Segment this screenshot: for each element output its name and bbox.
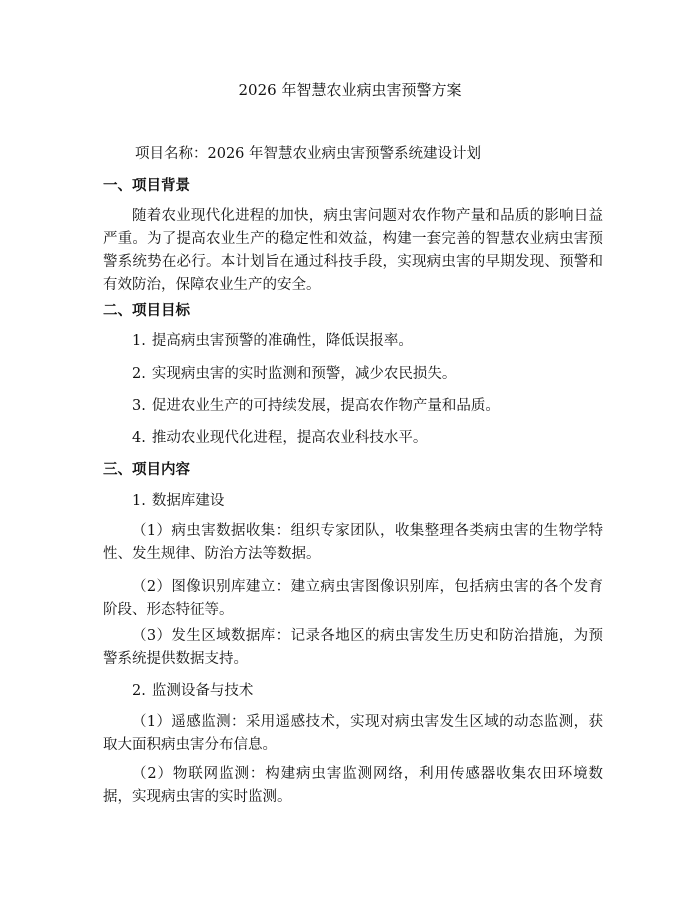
goal-number: 3. <box>132 398 146 414</box>
goal-text: 推动农业现代化进程，提高农业科技水平。 <box>151 430 428 446</box>
background-paragraph: 随着农业现代化进程的加快，病虫害问题对农作物产量和品质的影响日益严重。为了提高农业生产的稳定性和效益，构建一套完善的智慧农业病虫害预警系统势在必行。本计划旨在通过科技手段，实现病虫害的早期发现、预警和有效防治，保障农业生产的安全。 <box>103 208 603 293</box>
goal-text: 实现病虫害的实时监测和预警，减少农民损失。 <box>151 366 457 382</box>
database-item: （1）病虫害数据收集：组织专家团队，收集整理各类病虫害的生物学特性、发生规律、防治方法等数据。 <box>103 523 603 562</box>
section-heading-content: 三、项目内容 <box>103 462 190 478</box>
subsection-number: 1. <box>132 493 146 509</box>
goal-item <box>132 428 427 448</box>
section-heading-goals: 二、项目目标 <box>103 303 190 319</box>
goal-item <box>132 364 456 384</box>
subsection-title: 监测设备与技术 <box>151 683 254 699</box>
monitoring-item: （1）遥感监测：采用遥感技术，实现对病虫害发生区域的动态监测，获取大面积病虫害分布信息。 <box>103 714 603 753</box>
database-item: （2）图像识别库建立：建立病虫害图像识别库，包括病虫害的各个发育阶段、形态特征等。 <box>103 579 603 618</box>
goal-item <box>132 331 413 351</box>
subsection-title: 数据库建设 <box>151 493 225 509</box>
subsection-number: 2. <box>132 683 146 699</box>
monitoring-item: （2）物联网监测：构建病虫害监测网络，利用传感器收集农田环境数据，实现病虫害的实时监测。 <box>103 766 603 805</box>
goal-text: 促进农业生产的可持续发展，提高农作物产量和品质。 <box>151 398 500 414</box>
database-item: （3）发生区域数据库：记录各地区的病虫害发生历史和防治措施，为预警系统提供数据支持。 <box>103 628 603 667</box>
project-name: 项目名称：2026 年智慧农业病虫害预警系统建设计划 <box>135 146 482 162</box>
goal-number: 2. <box>132 366 146 382</box>
subsection-database <box>132 491 224 511</box>
goal-number: 1. <box>132 333 146 349</box>
subsection-monitoring <box>132 681 253 701</box>
document-title: 2026 年智慧农业病虫害预警方案 <box>238 81 462 99</box>
goal-number: 4. <box>132 430 146 446</box>
goal-text: 提高病虫害预警的准确性，降低误报率。 <box>151 333 413 349</box>
section-heading-background: 一、项目背景 <box>103 178 190 194</box>
goal-item <box>132 396 500 416</box>
